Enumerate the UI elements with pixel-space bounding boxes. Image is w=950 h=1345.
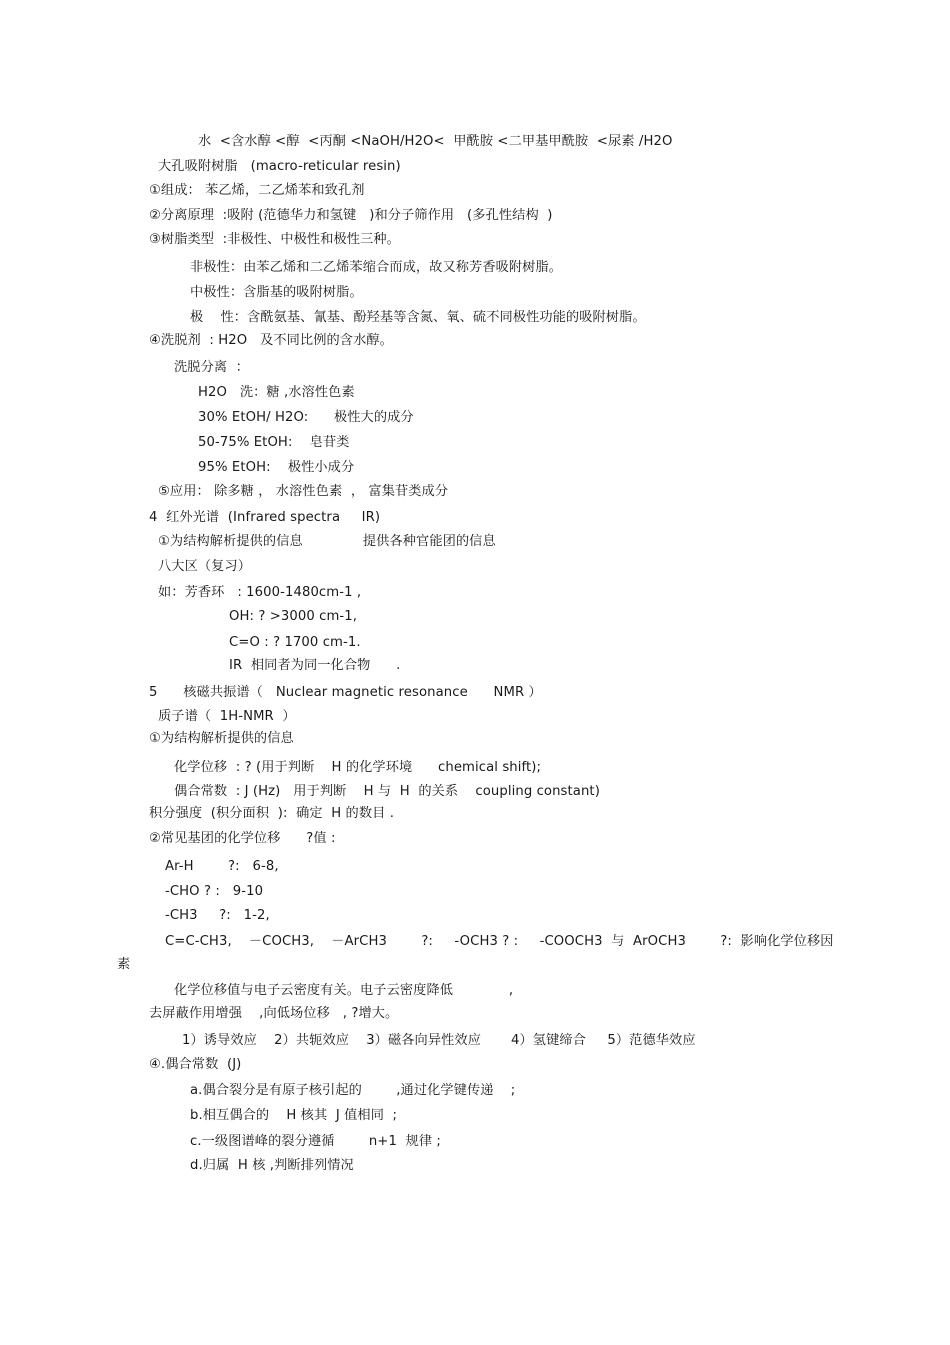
list-item-composition: ①组成： 苯乙烯，二乙烯苯和致孔剂 [149, 183, 365, 198]
section-heading-macroporous-resin: 大孔吸附树脂 (macro-reticular resin) [158, 159, 401, 174]
section-heading-nmr: 5 核磁共振谱（ Nuclear magnetic resonance NMR ） [149, 685, 542, 700]
coupling-point-b: b.相互偶合的 H 核其 J 值相同 ; [190, 1108, 398, 1123]
ir-identity-note: IR 相同者为同一化合物 . [229, 658, 401, 673]
shift-effects-list: 1）诱导效应 2）共轭效应 3）磁各向异性效应 4）氢键缔合 5）范德华效应 [182, 1033, 696, 1048]
list-item-separation-principle: ②分离原理 :吸附 (范德华力和氢键 )和分子筛作用 (多孔性结构 ) [149, 208, 553, 223]
resin-type-nonpolar: 非极性：由苯乙烯和二乙烯苯缩合而成，故又称芳香吸附树脂。 [190, 260, 563, 275]
shift-misc-groups: C=C-CH3, －COCH3, －ArCH3 ?: -OCH3 ? : -COOCH3 与 ArOCH3 ?: 影响化学位移因 [165, 934, 834, 949]
section-heading-ir: 4 红外光谱 (Infrared spectra IR) [149, 510, 381, 525]
shift-deshielding: 去屏蔽作用增强 ,向低场位移 , ?增大。 [149, 1006, 399, 1021]
shift-ch3: -CH3 ?: 1-2, [165, 908, 270, 923]
solvent-polarity-order: 水 <含水醇 <醇 <丙酮 <NaOH/H2O< 甲酰胺 <二甲基甲酰胺 <尿素 /H2O [198, 134, 673, 149]
resin-type-polar: 极 性：含酰氨基、氰基、酚羟基等含氮、氧、硫不同极性功能的吸附树脂。 [190, 310, 646, 325]
ir-eight-regions: 八大区（复习） [158, 559, 252, 574]
shift-ar-h: Ar-H ?: 6-8, [165, 859, 279, 874]
common-group-shift-heading: ②常见基团的化学位移 ?值 : [149, 831, 336, 846]
elution-step-water: H2O 洗：糖 ,水溶性色素 [198, 385, 355, 400]
nmr-coupling-constant: 偶合常数 : J (Hz) 用于判断 H 与 H 的关系 coupling constant) [174, 784, 600, 799]
list-item-application: ⑤应用： 除多糖 ， 水溶性色素 ， 富集苷类成分 [158, 484, 449, 499]
ir-example-aromatic: 如：芳香环 : 1600-1480cm-1 , [158, 585, 362, 600]
shift-misc-groups-wrap: 素 [117, 957, 131, 972]
list-item-eluent: ④洗脱剂 : H2O 及不同比例的含水醇。 [149, 333, 393, 348]
nmr-chemical-shift: 化学位移 : ? (用于判断 H 的化学环境 chemical shift); [174, 760, 542, 775]
shift-electron-density: 化学位移值与电子云密度有关。电子云密度降低 , [174, 983, 514, 998]
coupling-point-a: a.偶合裂分是有原子核引起的 ,通过化学键传递 ; [190, 1083, 516, 1098]
shift-cho: -CHO ? : 9-10 [165, 884, 264, 899]
list-item-resin-types: ③树脂类型 :非极性、中极性和极性三种。 [149, 232, 400, 247]
coupling-constant-heading: ④.偶合常数 (J) [149, 1057, 242, 1072]
elution-step-30-ethanol: 30% EtOH/ H2O: 极性大的成分 [198, 410, 414, 425]
ir-example-co: C=O : ? 1700 cm-1. [229, 635, 361, 650]
coupling-point-c: c.一级图谱峰的裂分遵循 n+1 规律 ; [190, 1134, 441, 1149]
nmr-info-item: ①为结构解析提供的信息 [149, 731, 294, 746]
elution-separation-heading: 洗脱分离 ： [174, 360, 250, 375]
resin-type-midpolar: 中极性：含脂基的吸附树脂。 [190, 285, 363, 300]
coupling-point-d: d.归属 H 核 ,判断排列情况 [190, 1158, 354, 1173]
ir-info-item: ①为结构解析提供的信息 提供各种官能团的信息 [158, 534, 496, 549]
elution-step-95-ethanol: 95% EtOH: 极性小成分 [198, 460, 355, 475]
ir-example-oh: OH: ? >3000 cm-1, [229, 609, 358, 624]
proton-spectrum-heading: 质子谱（ 1H-NMR ） [158, 709, 296, 724]
elution-step-50-75-ethanol: 50-75% EtOH: 皂苷类 [198, 435, 350, 450]
nmr-integration: 积分强度 (积分面积 ): 确定 H 的数目 . [149, 806, 394, 821]
